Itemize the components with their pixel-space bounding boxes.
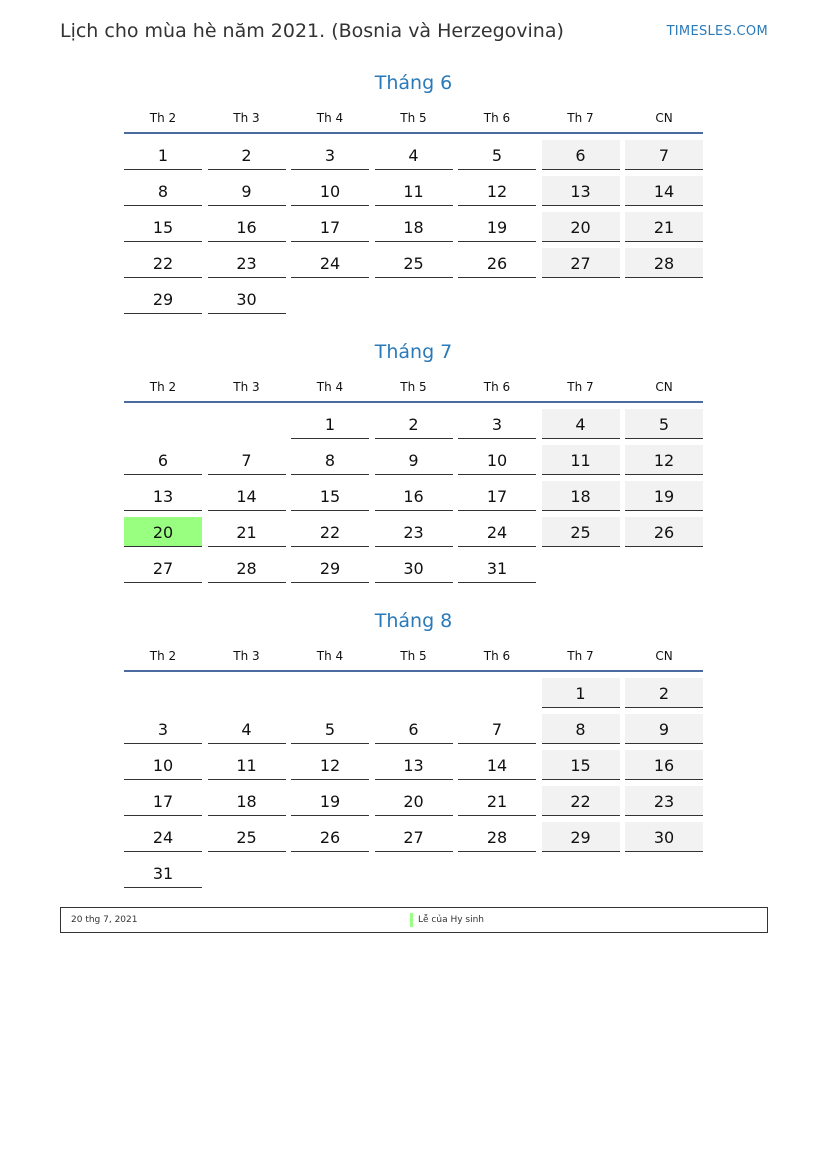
day-cell[interactable]: 26 [625, 517, 703, 547]
legend-holiday-name [410, 908, 484, 932]
day-cell[interactable]: 24 [291, 248, 369, 278]
day-cell[interactable]: 21 [625, 212, 703, 242]
day-cell[interactable]: 3 [124, 714, 202, 744]
header-divider [124, 670, 703, 672]
day-cell[interactable]: 28 [458, 822, 536, 852]
day-cell[interactable]: 15 [124, 212, 202, 242]
day-cell[interactable]: 11 [375, 176, 453, 206]
day-cell[interactable]: 15 [542, 750, 620, 780]
weekday-label: Th 4 [316, 380, 344, 394]
day-cell[interactable]: 17 [124, 786, 202, 816]
day-cell[interactable]: 3 [458, 409, 536, 439]
day-cell[interactable]: 23 [208, 248, 286, 278]
weekday-header [124, 377, 703, 403]
day-cell[interactable]: 8 [124, 176, 202, 206]
day-cell[interactable]: 2 [625, 678, 703, 708]
page-header [60, 18, 768, 48]
day-cell[interactable]: 2 [208, 140, 286, 170]
month-calendar [124, 606, 703, 883]
day-cell[interactable]: 2 [375, 409, 453, 439]
day-cell[interactable]: 20 [542, 212, 620, 242]
month-calendar [124, 337, 703, 578]
day-cell[interactable]: 25 [208, 822, 286, 852]
weekday-label: CN [655, 380, 673, 394]
day-cell[interactable]: 7 [458, 714, 536, 744]
day-cell[interactable]: 16 [375, 481, 453, 511]
day-cell[interactable]: 25 [542, 517, 620, 547]
weekday-label: Th 5 [400, 111, 427, 125]
day-cell[interactable]: 22 [124, 248, 202, 278]
day-cell[interactable]: 12 [291, 750, 369, 780]
brand-link[interactable]: TIMESLES.COM [666, 24, 768, 39]
weekday-label: Th 7 [567, 380, 594, 394]
weekday-header [124, 108, 703, 134]
day-cell[interactable]: 29 [124, 284, 202, 314]
day-cell[interactable]: 1 [291, 409, 369, 439]
day-cell[interactable]: 6 [124, 445, 202, 475]
holiday-legend [60, 907, 768, 933]
day-cell[interactable]: 23 [375, 517, 453, 547]
day-cell[interactable]: 29 [542, 822, 620, 852]
weekday-label: Th 7 [567, 649, 594, 663]
day-cell[interactable]: 27 [124, 553, 202, 583]
day-cell[interactable]: 9 [625, 714, 703, 744]
day-cell[interactable]: 25 [375, 248, 453, 278]
weekday-label: Th 6 [483, 380, 511, 394]
month-calendar [124, 68, 703, 309]
weekday-label: Th 7 [567, 111, 594, 125]
day-cell[interactable]: 6 [542, 140, 620, 170]
holiday-day-cell[interactable]: 20 [124, 517, 202, 547]
day-cell[interactable]: 4 [542, 409, 620, 439]
day-cell[interactable]: 28 [625, 248, 703, 278]
day-cell[interactable]: 22 [291, 517, 369, 547]
day-cell[interactable]: 20 [375, 786, 453, 816]
weekday-label: Th 3 [233, 649, 260, 663]
day-cell[interactable]: 30 [625, 822, 703, 852]
day-cell[interactable]: 26 [458, 248, 536, 278]
day-cell[interactable]: 5 [625, 409, 703, 439]
day-cell[interactable]: 29 [291, 553, 369, 583]
day-cell[interactable]: 16 [625, 750, 703, 780]
month-title: Tháng 7 [374, 341, 453, 363]
weekday-label: Th 2 [149, 380, 177, 394]
weekday-label: Th 3 [233, 380, 260, 394]
day-cell[interactable]: 8 [542, 714, 620, 744]
month-title: Tháng 8 [374, 610, 453, 632]
weekday-label: Th 3 [233, 111, 260, 125]
day-cell[interactable]: 30 [375, 553, 453, 583]
weekday-label: Th 5 [400, 649, 427, 663]
day-cell[interactable]: 1 [124, 140, 202, 170]
weekday-label: Th 2 [149, 111, 177, 125]
day-cell[interactable]: 30 [208, 284, 286, 314]
weekday-label: Th 6 [483, 111, 511, 125]
day-cell[interactable]: 19 [458, 212, 536, 242]
day-cell[interactable]: 1 [542, 678, 620, 708]
day-cell[interactable]: 11 [208, 750, 286, 780]
day-cell[interactable]: 28 [208, 553, 286, 583]
day-cell[interactable]: 26 [291, 822, 369, 852]
day-cell[interactable]: 18 [375, 212, 453, 242]
day-cell[interactable]: 10 [124, 750, 202, 780]
legend-date: 20 thg 7, 2021 [71, 915, 138, 925]
day-cell[interactable]: 19 [625, 481, 703, 511]
day-cell[interactable]: 23 [625, 786, 703, 816]
weekday-label: Th 5 [400, 380, 427, 394]
day-cell[interactable]: 22 [542, 786, 620, 816]
day-cell[interactable]: 4 [375, 140, 453, 170]
header-divider [124, 132, 703, 134]
day-cell[interactable]: 14 [208, 481, 286, 511]
day-cell[interactable]: 4 [208, 714, 286, 744]
day-cell[interactable]: 10 [291, 176, 369, 206]
day-cell[interactable]: 21 [208, 517, 286, 547]
day-cell[interactable]: 13 [542, 176, 620, 206]
day-cell[interactable]: 8 [291, 445, 369, 475]
month-title: Tháng 6 [374, 72, 453, 94]
day-cell[interactable]: 3 [291, 140, 369, 170]
day-cell[interactable]: 15 [291, 481, 369, 511]
weekday-label: Th 2 [149, 649, 177, 663]
day-cell[interactable]: 9 [375, 445, 453, 475]
weekday-label: Th 6 [483, 649, 511, 663]
day-cell[interactable]: 31 [458, 553, 536, 583]
day-cell[interactable]: 21 [458, 786, 536, 816]
day-cell[interactable]: 18 [542, 481, 620, 511]
day-cell[interactable]: 17 [291, 212, 369, 242]
day-cell[interactable]: 9 [208, 176, 286, 206]
day-cell[interactable]: 12 [458, 176, 536, 206]
day-cell[interactable]: 19 [291, 786, 369, 816]
day-cell[interactable]: 27 [375, 822, 453, 852]
day-cell[interactable]: 27 [542, 248, 620, 278]
weekday-label: Th 4 [316, 649, 344, 663]
weekday-label: Th 4 [316, 111, 344, 125]
day-cell[interactable]: 14 [458, 750, 536, 780]
day-cell[interactable]: 6 [375, 714, 453, 744]
day-cell[interactable]: 14 [625, 176, 703, 206]
day-cell[interactable]: 7 [625, 140, 703, 170]
weekday-label: CN [655, 649, 673, 663]
day-cell[interactable]: 13 [375, 750, 453, 780]
day-cell[interactable]: 17 [458, 481, 536, 511]
day-cell[interactable]: 7 [208, 445, 286, 475]
day-cell[interactable]: 5 [458, 140, 536, 170]
page-title: Lịch cho mùa hè năm 2021. (Bosnia và Herzegovina) [60, 20, 564, 42]
day-cell[interactable]: 24 [458, 517, 536, 547]
day-cell[interactable]: 16 [208, 212, 286, 242]
day-cell[interactable]: 31 [124, 858, 202, 888]
day-cell[interactable]: 11 [542, 445, 620, 475]
weekday-label: CN [655, 111, 673, 125]
day-cell[interactable]: 5 [291, 714, 369, 744]
day-cell[interactable]: 10 [458, 445, 536, 475]
weekday-header [124, 646, 703, 672]
day-cell[interactable]: 13 [124, 481, 202, 511]
day-cell[interactable]: 24 [124, 822, 202, 852]
legend-holiday-label: Lễ của Hy sinh [418, 915, 484, 925]
day-cell[interactable]: 18 [208, 786, 286, 816]
day-cell[interactable]: 12 [625, 445, 703, 475]
header-divider [124, 401, 703, 403]
